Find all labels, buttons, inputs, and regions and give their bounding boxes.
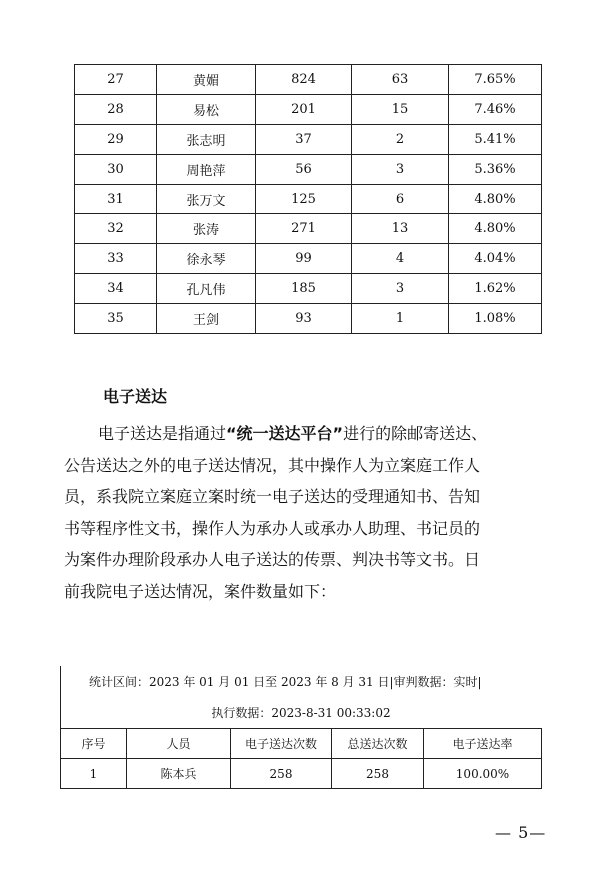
electronic-cell: 6 bbox=[352, 184, 449, 214]
table-row bbox=[75, 274, 542, 304]
rate-cell: 5.41% bbox=[449, 124, 542, 154]
person-cell: 陈本兵 bbox=[127, 759, 231, 789]
person-cell: 黄媚 bbox=[157, 65, 256, 95]
table-row bbox=[75, 65, 542, 95]
paragraph-text: 进行的除邮寄送达、 bbox=[343, 424, 488, 443]
section-heading: 电子送达 bbox=[103, 387, 168, 406]
paragraph-line: 为案件办理阶段承办人电子送达的传票、判决书等文书。日 bbox=[64, 550, 481, 569]
paragraph-text: 电子送达是指通过 bbox=[98, 424, 227, 443]
electronic-cell: 2 bbox=[352, 124, 449, 154]
stats-table bbox=[60, 728, 542, 789]
person-cell: 张万文 bbox=[157, 184, 256, 214]
rate-cell: 1.62% bbox=[449, 274, 542, 304]
rank-cell: 33 bbox=[75, 244, 157, 274]
stats-exec-time: 执行数据：2023-8-31 00:33:02 bbox=[211, 706, 391, 720]
stats-header bbox=[60, 666, 541, 728]
total-cell: 37 bbox=[256, 124, 352, 154]
column-header: 电子送达率 bbox=[424, 729, 542, 759]
table-row bbox=[75, 244, 542, 274]
table-row bbox=[75, 94, 542, 124]
stats-period: 统计区间：2023 年 01 月 01 日至 2023 年 8 月 31 日|审判数据：实时| bbox=[89, 675, 482, 689]
person-cell: 徐永琴 bbox=[157, 244, 256, 274]
rank-cell: 35 bbox=[75, 304, 157, 334]
total-cell: 824 bbox=[256, 65, 352, 95]
rank-cell: 28 bbox=[75, 94, 157, 124]
table-row bbox=[75, 154, 542, 184]
electronic-cell: 63 bbox=[352, 65, 449, 95]
person-cell: 张志明 bbox=[157, 124, 256, 154]
table-row bbox=[75, 124, 542, 154]
paragraph-line: 公告送达之外的电子送达情况，其中操作人为立案庭工作人 bbox=[64, 455, 481, 475]
page-number: — 5— bbox=[495, 823, 547, 842]
electronic-cell: 3 bbox=[352, 274, 449, 304]
table-row bbox=[75, 304, 542, 334]
rate-cell: 7.65% bbox=[449, 65, 542, 95]
rank-cell: 32 bbox=[75, 214, 157, 244]
paragraph-line: 书等程序性文书，操作人为承办人或承办人助理、书记员的 bbox=[64, 518, 481, 538]
rate-cell: 4.80% bbox=[449, 214, 542, 244]
electronic-cell: 4 bbox=[352, 244, 449, 274]
rate-cell: 100.00% bbox=[424, 759, 542, 789]
rate-cell: 7.46% bbox=[449, 94, 542, 124]
paragraph-line: 前我院电子送达情况，案件数量如下： bbox=[64, 581, 337, 601]
table-row bbox=[75, 214, 542, 244]
column-header: 人员 bbox=[127, 729, 231, 759]
person-cell: 孔凡伟 bbox=[157, 274, 256, 304]
electronic-cell: 13 bbox=[352, 214, 449, 244]
rate-cell: 4.04% bbox=[449, 244, 542, 274]
total-cell: 201 bbox=[256, 94, 352, 124]
total-cell: 185 bbox=[256, 274, 352, 304]
rank-cell: 34 bbox=[75, 274, 157, 304]
top-data-table bbox=[74, 64, 542, 334]
person-cell: 易松 bbox=[157, 94, 256, 124]
total-cell: 271 bbox=[256, 214, 352, 244]
index-cell: 1 bbox=[61, 759, 127, 789]
electronic-cell: 3 bbox=[352, 154, 449, 184]
total-cell: 93 bbox=[256, 304, 352, 334]
total-cell: 125 bbox=[256, 184, 352, 214]
total-count-cell: 258 bbox=[332, 759, 424, 789]
platform-name: “统一送达平台” bbox=[226, 424, 344, 443]
rank-cell: 30 bbox=[75, 154, 157, 184]
rate-cell: 5.36% bbox=[449, 154, 542, 184]
table-row bbox=[61, 759, 542, 789]
electronic-count-cell: 258 bbox=[231, 759, 332, 789]
column-header: 总送达次数 bbox=[332, 729, 424, 759]
paragraph-line: 员，系我院立案庭立案时统一电子送达的受理通知书、告知 bbox=[64, 487, 481, 506]
person-cell: 周艳萍 bbox=[157, 154, 256, 184]
electronic-cell: 15 bbox=[352, 94, 449, 124]
table-row bbox=[75, 184, 542, 214]
table-header-row bbox=[61, 729, 542, 759]
person-cell: 王剑 bbox=[157, 304, 256, 334]
stats-table-block bbox=[60, 666, 541, 789]
total-cell: 99 bbox=[256, 244, 352, 274]
electronic-cell: 1 bbox=[352, 304, 449, 334]
total-cell: 56 bbox=[256, 154, 352, 184]
person-cell: 张涛 bbox=[157, 214, 256, 244]
paragraph-line bbox=[64, 418, 554, 450]
rate-cell: 4.80% bbox=[449, 184, 542, 214]
rank-cell: 29 bbox=[75, 124, 157, 154]
column-header: 电子送达次数 bbox=[231, 729, 332, 759]
column-header: 序号 bbox=[61, 729, 127, 759]
rank-cell: 31 bbox=[75, 184, 157, 214]
rate-cell: 1.08% bbox=[449, 304, 542, 334]
rank-cell: 27 bbox=[75, 65, 157, 95]
body-paragraph bbox=[64, 418, 554, 607]
